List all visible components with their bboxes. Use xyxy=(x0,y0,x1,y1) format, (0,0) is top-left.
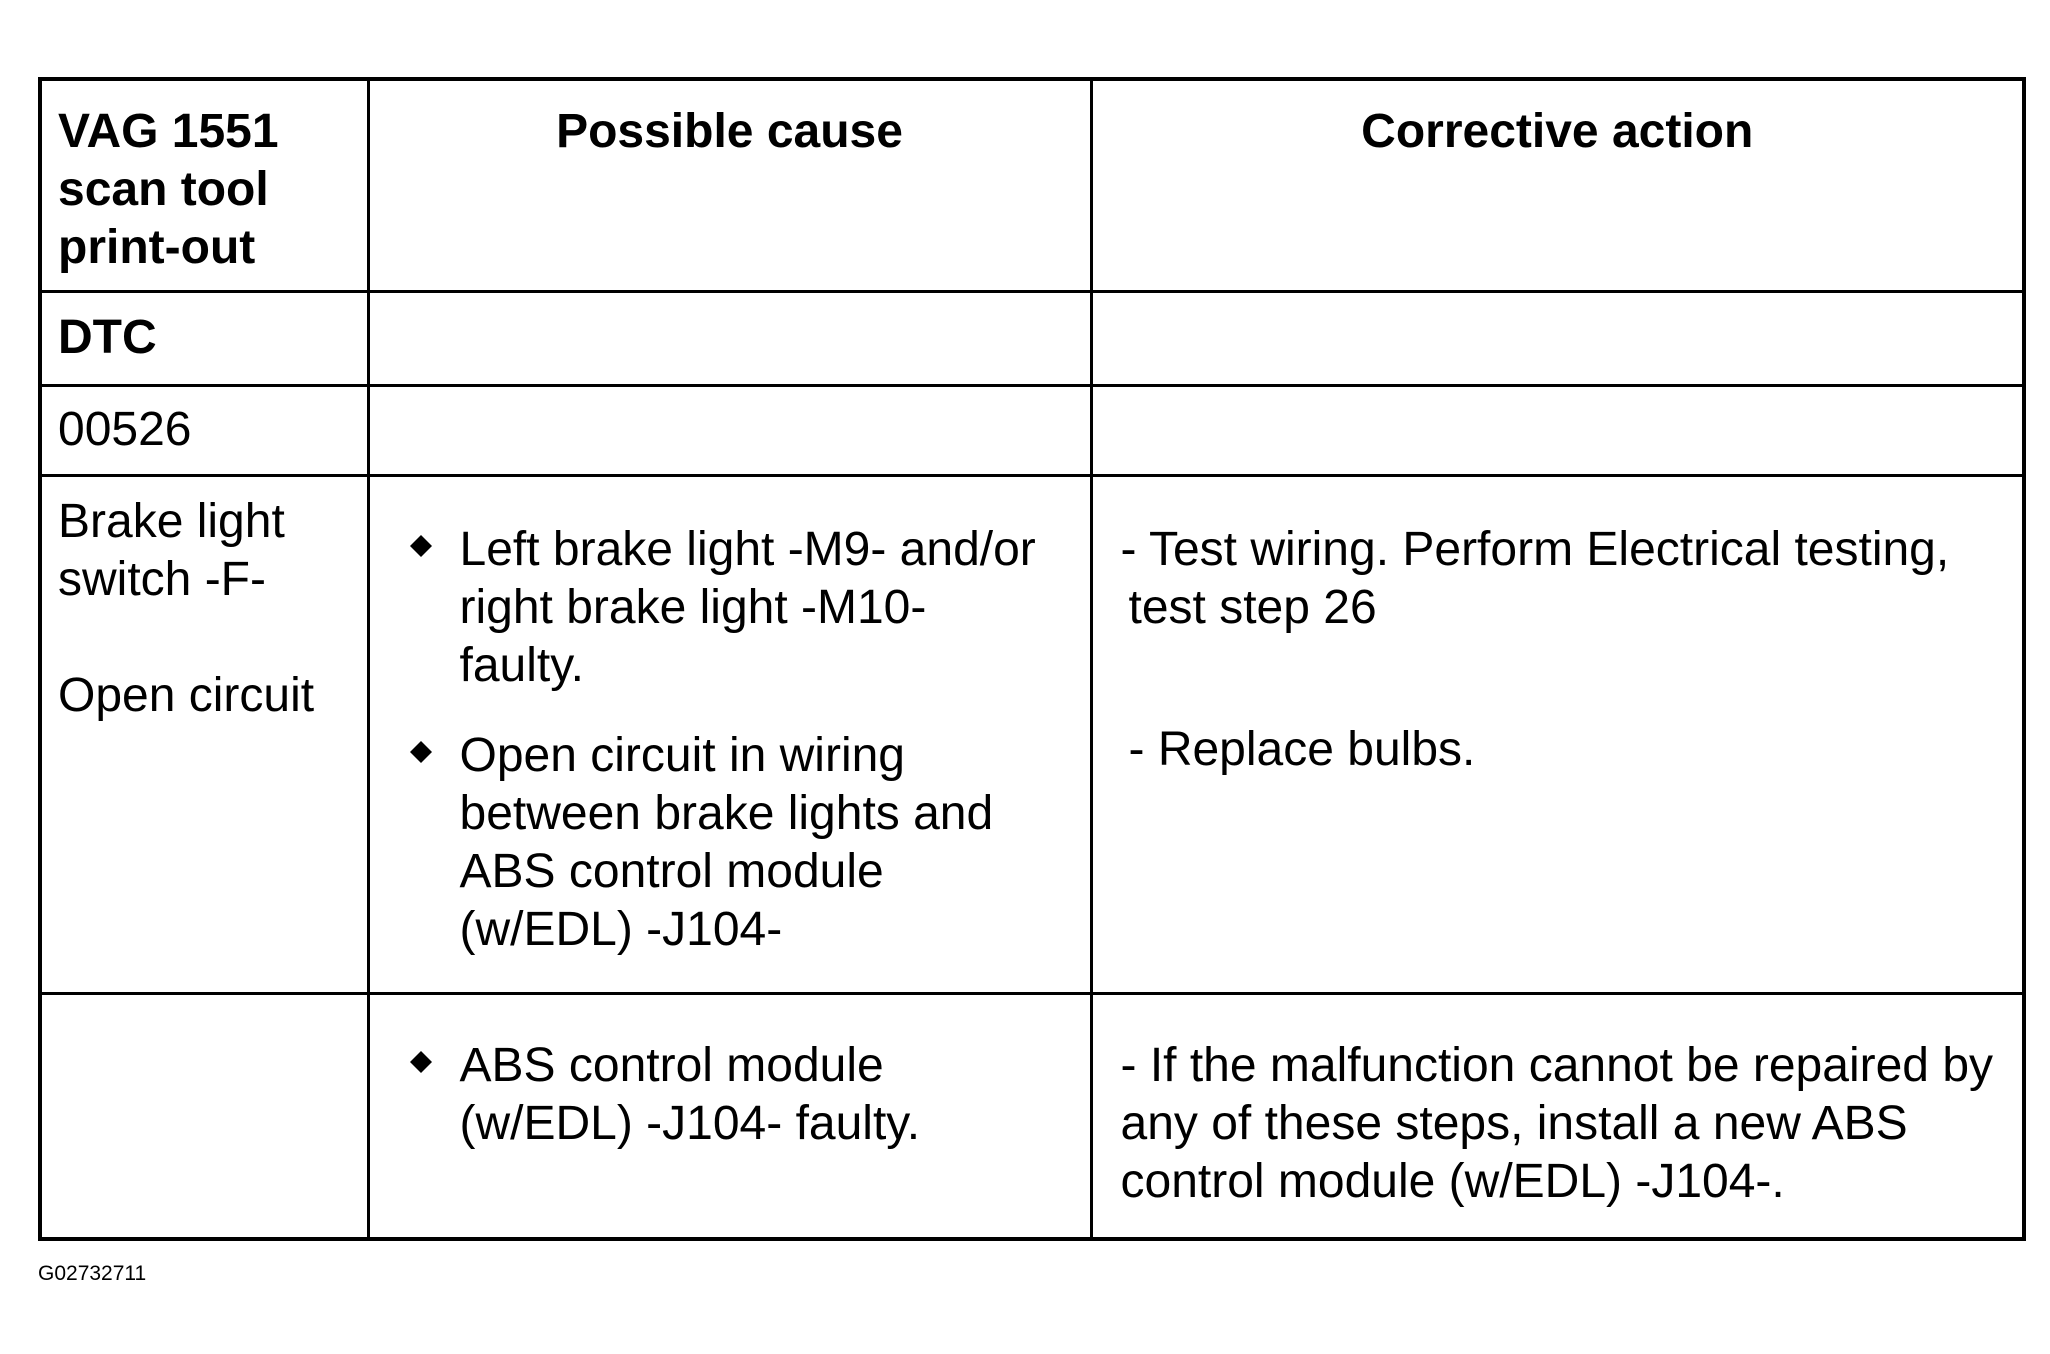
fault-description xyxy=(40,476,368,994)
module-cause-list xyxy=(370,995,1090,1153)
cause-line: ABS control module xyxy=(459,845,884,899)
fault-row xyxy=(40,476,2024,994)
header-possible-cause: Possible cause xyxy=(368,79,1091,291)
module-corrective-action xyxy=(1093,995,2023,1211)
header-row xyxy=(40,79,2024,291)
action-line: control module (w/EDL) -J104-. xyxy=(1120,1155,1785,1209)
action-line: - Test wiring. Perform Electrical testing, xyxy=(1120,523,1950,577)
cause-line: ABS control module xyxy=(459,1039,884,1093)
cause-item xyxy=(410,521,1070,695)
action-line: any of these steps, install a new ABS xyxy=(1120,1097,1908,1151)
cause-line: Open circuit in wiring xyxy=(459,729,905,783)
cause-line: (w/EDL) -J104- xyxy=(459,903,783,957)
cause-line: Left brake light -M9- and/or xyxy=(459,523,1036,577)
module-fault-row xyxy=(40,994,2024,1239)
possible-causes-cell xyxy=(368,476,1091,994)
fault-condition: Open circuit xyxy=(58,669,315,723)
cause-line: between brake lights and xyxy=(459,787,994,841)
diagnostic-table xyxy=(38,77,2026,1241)
header-line: scan tool xyxy=(58,163,269,216)
figure-id: G02732711 xyxy=(38,1262,147,1285)
empty-cell xyxy=(368,291,1091,385)
possible-causes-list xyxy=(370,477,1090,959)
action-line: - If the malfunction cannot be repaired by xyxy=(1120,1039,1994,1093)
diamond-bullet-icon xyxy=(410,1051,432,1073)
cause-line: right brake light -M10- xyxy=(459,581,927,635)
empty-cell xyxy=(368,386,1091,476)
diamond-bullet-icon xyxy=(410,535,432,557)
corrective-actions xyxy=(1093,477,2023,779)
header-corrective-action: Corrective action xyxy=(1091,79,2024,291)
fault-description-line: switch -F- xyxy=(58,553,266,607)
empty-cell xyxy=(1091,386,2024,476)
dtc-row xyxy=(40,291,2024,385)
header-scan-tool-printout xyxy=(40,79,368,291)
fault-description-line: Brake light xyxy=(58,495,285,549)
dtc-code: 00526 xyxy=(40,386,368,476)
dtc-label: DTC xyxy=(40,291,368,385)
diamond-bullet-icon xyxy=(410,741,432,763)
corrective-actions-cell xyxy=(1091,476,2024,994)
empty-cell xyxy=(1091,291,2024,385)
cause-line: faulty. xyxy=(459,639,584,693)
code-row xyxy=(40,386,2024,476)
cause-item xyxy=(410,727,1070,959)
header-line: VAG 1551 xyxy=(58,105,279,158)
action-line: test step 26 xyxy=(1128,581,1377,635)
header-line: print-out xyxy=(58,221,256,274)
action-line: - Replace bulbs. xyxy=(1128,723,1476,777)
cause-line: (w/EDL) -J104- faulty. xyxy=(459,1097,921,1151)
cause-item xyxy=(410,1037,1070,1153)
module-cause-cell xyxy=(368,994,1091,1239)
empty-cell xyxy=(40,994,368,1239)
module-action-cell xyxy=(1091,994,2024,1239)
